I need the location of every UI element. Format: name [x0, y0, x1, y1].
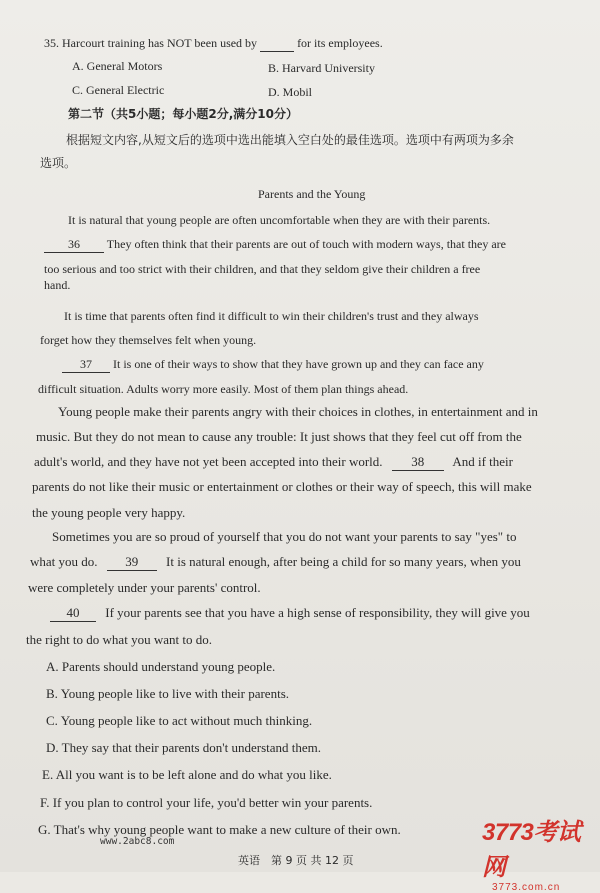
- page-footer: 英语 第 9 页 共 12 页: [238, 854, 354, 867]
- passage-p5-text3a: adult's world, and they have not yet been accepted into their world.: [34, 454, 383, 469]
- choice-c: C. Young people like to act without much thinking.: [46, 713, 313, 728]
- q35-stem: [44, 35, 383, 52]
- choice-f: F. If you plan to control your life, you'd better win your parents.: [40, 795, 373, 810]
- passage-p1-line1: It is natural that young people are often uncomfortable when they are with their parents.: [68, 213, 491, 227]
- passage-p2-text1: They often think that their parents are out of touch with modern ways, that they are: [106, 237, 507, 251]
- passage-p4-line1: [62, 356, 484, 373]
- q35-blank: [260, 35, 294, 52]
- passage-p6-line1: Sometimes you are so proud of yourself that you do not want your parents to say "yes" to: [52, 529, 517, 544]
- choice-g: G. That's why young people want to make a new culture of their own.: [38, 822, 401, 837]
- passage-p6-line2: [30, 554, 521, 571]
- section-heading: 第二节（共5小题；每小题2分,满分10分）: [68, 107, 298, 121]
- passage-p7-line1: [50, 605, 530, 622]
- blank-38: 38: [392, 454, 444, 471]
- blank-37: 37: [62, 356, 110, 373]
- passage-p3-line2: forget how they themselves felt when young.: [40, 333, 257, 347]
- choice-b: B. Young people like to live with their parents.: [46, 686, 290, 701]
- logo-text: 3773考试网: [482, 819, 581, 881]
- section-instruction-2: 选项。: [40, 156, 77, 170]
- blank-40: 40: [50, 605, 96, 622]
- site-logo: [482, 812, 594, 893]
- passage-p6-text2a: what you do.: [30, 554, 98, 569]
- passage-p7-line2: the right to do what you want to do.: [26, 632, 212, 647]
- passage-p5-line2: music. But they do not mean to cause any trouble: It just shows that they feel cut off from the: [36, 429, 522, 444]
- blank-36: 36: [44, 236, 104, 253]
- passage-p2-line1: [44, 236, 506, 253]
- section-instruction-1: 根据短文内容,从短文后的选项中选出能填入空白处的最佳选项。选项中有两项为多余: [66, 133, 514, 147]
- choice-a: A. Parents should understand young people.: [46, 659, 276, 674]
- passage-p4-line2: difficult situation. Adults worry more easily. Most of them plan things ahead.: [38, 382, 409, 396]
- passage-p6-line3: were completely under your parents' control.: [28, 580, 261, 595]
- q35-option-a: A. General Motors: [72, 59, 163, 73]
- passage-p7-text1: If your parents see that you have a high sense of responsibility, they will give you: [105, 605, 530, 620]
- choice-e: E. All you want is to be left alone and do what you like.: [42, 767, 332, 782]
- passage-p5-line1: Young people make their parents angry with their choices in clothes, in entertainment and in: [58, 404, 538, 419]
- q35-option-c: C. General Electric: [72, 83, 165, 97]
- passage-p2-line2: too serious and too strict with their children, and that they seldom give their children a free: [44, 262, 481, 276]
- passage-p5-line3: [34, 454, 513, 471]
- passage-p5-line4: parents do not like their music or entertainment or clothes or their way of speech, this will make: [32, 479, 532, 494]
- q35-stem-suffix: for its employees.: [297, 36, 383, 50]
- passage-p3-line1: It is time that parents often find it difficult to win their children's trust and they always: [64, 309, 479, 323]
- passage-p4-text1: It is one of their ways to show that they have grown up and they can face any: [113, 357, 484, 371]
- passage-p5-line5: the young people very happy.: [32, 505, 186, 520]
- watermark-url: www.2abc8.com: [100, 836, 175, 847]
- passage-p6-text2b: It is natural enough, after being a child for so many years, when you: [166, 554, 521, 569]
- blank-39: 39: [107, 554, 157, 571]
- q35-option-d: D. Mobil: [268, 85, 313, 99]
- passage-p5-text3b: And if their: [452, 454, 513, 469]
- choice-d: D. They say that their parents don't understand them.: [46, 740, 322, 755]
- logo-url: 3773.com.cn: [492, 882, 561, 893]
- q35-stem-prefix: 35. Harcourt training has NOT been used by: [44, 36, 258, 50]
- passage-p2-line3: hand.: [44, 278, 71, 292]
- passage-title: Parents and the Young: [258, 187, 366, 201]
- q35-option-b: B. Harvard University: [268, 61, 375, 75]
